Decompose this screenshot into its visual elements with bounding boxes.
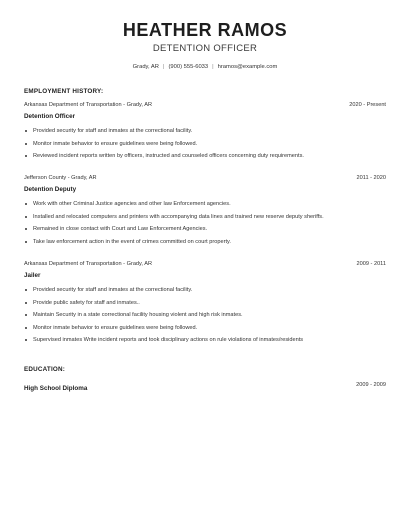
job-bullet: Provide public safety for staff and inmates..	[24, 299, 386, 307]
education-degree: High School Diploma	[24, 385, 88, 392]
job-dates: 2020 - Present	[349, 102, 386, 108]
contact-separator: |	[212, 64, 214, 70]
job-employer: Arkansas Department of Transportation - Grady, AR	[24, 261, 152, 267]
contact-email: hramos@example.com	[217, 64, 278, 70]
job-bullet: Installed and relocated computers and printers with accompanying data lines and trained new reserve deputy sheriffs.	[24, 213, 386, 221]
job-bullet: Maintain Security in a state correctional facility housing violent and high risk inmates.	[24, 311, 386, 319]
job-bullet: Remained in close contact with Court and Law Enforcement Agencies.	[24, 225, 386, 233]
job-bullet: Work with other Criminal Justice agencies and other law Enforcement agencies.	[24, 200, 386, 208]
candidate-title: DETENTION OFFICER	[152, 43, 258, 54]
job-dates: 2011 - 2020	[356, 175, 386, 181]
employment-history-heading: EMPLOYMENT HISTORY:	[24, 88, 104, 95]
job-bullets	[24, 127, 386, 160]
job-title: Jailer	[24, 272, 41, 279]
job-entry	[24, 260, 386, 349]
contact-phone: (900) 555-6033	[168, 64, 209, 70]
job-dates: 2009 - 2011	[356, 261, 386, 267]
contact-location: Grady, AR	[132, 64, 159, 70]
candidate-name: HEATHER RAMOS	[122, 20, 288, 40]
job-title: Detention Deputy	[24, 186, 77, 193]
job-title: Detention Officer	[24, 113, 76, 120]
job-meta	[24, 260, 386, 268]
job-meta	[24, 174, 386, 182]
job-bullet: Monitor inmate behavior to ensure guidelines were being followed.	[24, 324, 386, 332]
job-bullet: Provided security for staff and inmates at the correctional facility.	[24, 286, 386, 294]
job-entry	[24, 174, 386, 250]
contact-line	[24, 63, 386, 71]
job-entry	[24, 101, 386, 165]
education-entry	[24, 381, 386, 393]
contact-separator: |	[162, 64, 165, 70]
education-row	[24, 381, 386, 393]
job-employer: Jefferson County - Grady, AR	[24, 175, 97, 181]
job-bullet: Provided security for staff and inmates at the correctional facility.	[24, 127, 386, 135]
job-bullet: Monitor inmate behavior to ensure guidelines were being followed.	[24, 140, 386, 148]
education-heading: EDUCATION:	[24, 366, 66, 373]
education-dates: 2009 - 2009	[356, 382, 386, 388]
job-employer: Arkansas Department of Transportation - Grady, AR	[24, 102, 152, 108]
job-bullet: Supervised inmates Write incident reports and took disciplinary actions on rule violations of inmates/residents	[24, 336, 386, 344]
job-bullet: Take law enforcement action in the event of crimes committed on court property.	[24, 238, 386, 246]
job-meta	[24, 101, 386, 109]
job-bullets	[24, 200, 386, 246]
job-bullet: Reviewed incident reports written by officers, instructed and counseled officers concerning duty requirements.	[24, 152, 386, 160]
job-bullets	[24, 286, 386, 344]
